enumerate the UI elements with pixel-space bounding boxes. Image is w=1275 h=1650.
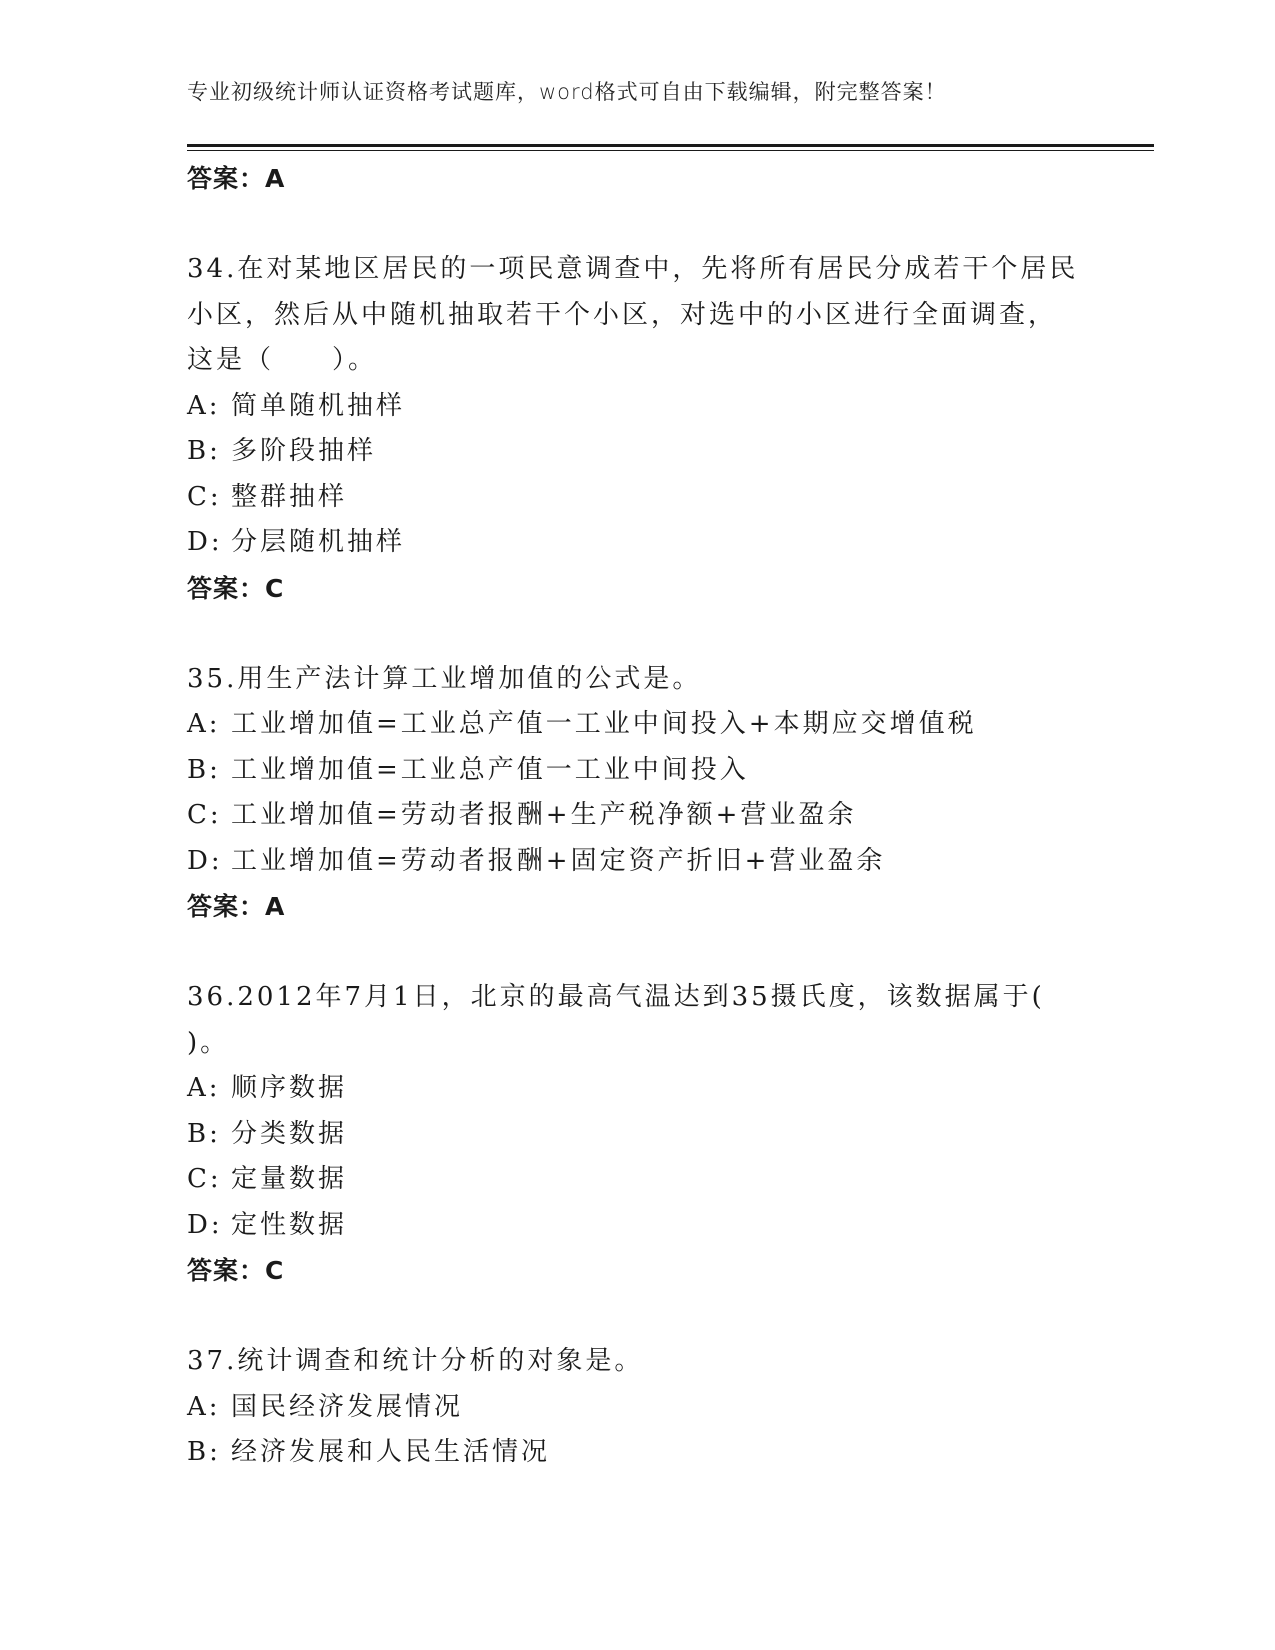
question-36	[187, 975, 1087, 1294]
option-text: 多阶段抽样	[231, 436, 377, 466]
option-a	[187, 1385, 1087, 1431]
option-key: C:	[187, 481, 222, 512]
option-d	[187, 520, 1087, 566]
option-c	[187, 1157, 1087, 1203]
option-key: A:	[187, 1073, 221, 1103]
option-c	[187, 475, 1087, 521]
option-key: D:	[187, 527, 223, 557]
header-rule-thick	[187, 144, 1154, 147]
question-37	[187, 1339, 1087, 1476]
option-text: 工业增加值=劳动者报酬+生产税净额+营业盈余	[231, 800, 857, 830]
option-text: 分层随机抽样	[231, 527, 406, 557]
question-answer: 答案：C	[187, 1256, 285, 1285]
option-key: A:	[187, 1391, 221, 1422]
option-text: 分类数据	[231, 1118, 348, 1149]
option-b	[187, 1430, 1087, 1476]
question-stem-line: 35.用生产法计算工业增加值的公式是。	[187, 663, 702, 694]
question-answer: 答案：A	[187, 892, 286, 921]
option-d	[187, 1203, 1087, 1249]
option-key: B:	[187, 754, 221, 785]
option-text: 国民经济发展情况	[231, 1391, 464, 1422]
option-a	[187, 1066, 1087, 1112]
option-a	[187, 702, 1087, 748]
option-text: 整群抽样	[231, 481, 348, 512]
spacer	[187, 1294, 1087, 1339]
question-stem-line: 34.在对某地区居民的一项民意调查中，先将所有居民分成若干个居民	[187, 254, 1079, 284]
option-text: 工业增加值=劳动者报酬+固定资产折旧+营业盈余	[231, 845, 886, 876]
option-text: 经济发展和人民生活情况	[231, 1437, 551, 1467]
prev-answer: 答案：A	[187, 164, 286, 193]
option-text: 简单随机抽样	[231, 390, 406, 421]
option-text: 工业增加值=工业总产值一工业中间投入+本期应交增值税	[231, 709, 977, 739]
header-rule-thin	[187, 150, 1154, 151]
option-b	[187, 1112, 1087, 1158]
question-stem-line: 36.2012年7月1日，北京的最高气温达到35摄氏度，该数据属于(	[187, 982, 1045, 1012]
question-35	[187, 657, 1087, 931]
option-key: C:	[187, 800, 222, 830]
question-stem-line: 37.统计调查和统计分析的对象是。	[187, 1346, 644, 1376]
option-key: B:	[187, 1118, 221, 1149]
option-key: D:	[187, 1209, 223, 1240]
option-key: C:	[187, 1164, 222, 1194]
question-answer: 答案：C	[187, 573, 285, 603]
option-key: A:	[187, 709, 221, 739]
option-text: 定量数据	[231, 1164, 348, 1194]
spacer	[187, 612, 1087, 657]
option-text: 工业增加值=工业总产值一工业中间投入	[231, 754, 749, 785]
option-key: D:	[187, 845, 223, 876]
question-34	[187, 247, 1087, 612]
question-stem-line: 小区，然后从中随机抽取若干个小区，对选中的小区进行全面调查，	[187, 299, 1058, 330]
option-b	[187, 429, 1087, 475]
page-header: 专业初级统计师认证资格考试题库，word格式可自由下载编辑，附完整答案！	[187, 80, 947, 104]
option-text: 顺序数据	[231, 1073, 348, 1103]
option-b	[187, 748, 1087, 794]
option-key: B:	[187, 1437, 221, 1467]
option-d	[187, 839, 1087, 885]
question-list	[187, 156, 1087, 1476]
option-key: B:	[187, 436, 221, 466]
option-a	[187, 384, 1087, 430]
option-text: 定性数据	[231, 1209, 348, 1240]
question-stem-line: )。	[187, 1027, 230, 1058]
option-c	[187, 793, 1087, 839]
spacer	[187, 202, 1087, 247]
option-key: A:	[187, 390, 221, 421]
question-stem-line: 这是（ ）。	[187, 345, 378, 375]
spacer	[187, 930, 1087, 975]
